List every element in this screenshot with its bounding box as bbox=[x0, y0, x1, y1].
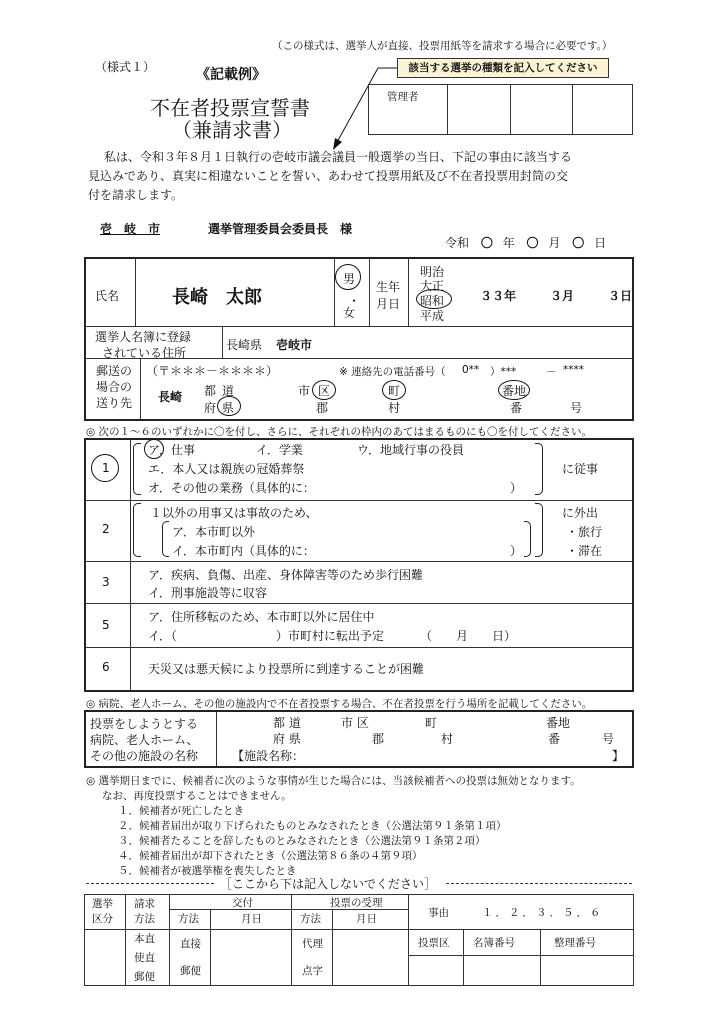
era-taisho: 大正 bbox=[420, 279, 445, 293]
facility-go: 号 bbox=[602, 732, 615, 746]
office-seiri: 整理番号 bbox=[554, 937, 596, 949]
notice-item-3: ３．候補者たることを辞したものとみなされたとき（公選法第９１条第２項） bbox=[118, 835, 486, 847]
intro-line-2: 見込みであり、真実に相違ないことを誓い、あわせて投票用紙及び不在者投票用封筒の交 bbox=[88, 169, 569, 183]
send-label-2: 場合の bbox=[96, 380, 133, 394]
reason-1-o: オ．その他の業務（具体的に： bbox=[148, 481, 315, 495]
showa-circle bbox=[416, 289, 452, 309]
gender-separator: ・ bbox=[348, 294, 361, 308]
send-go: 号 bbox=[570, 401, 583, 415]
office-senkyo-1: 選挙 bbox=[92, 898, 113, 910]
name-value: 長崎 太郎 bbox=[172, 287, 262, 308]
callout-box bbox=[397, 58, 609, 78]
reason-1-circle bbox=[91, 454, 119, 482]
date-day: 日 bbox=[594, 236, 607, 250]
phone-dash: － bbox=[546, 366, 557, 378]
reg-label-2: されている住所 bbox=[102, 346, 187, 360]
birth-label-1: 生年 bbox=[376, 280, 401, 294]
reason-1-bracket-left bbox=[133, 443, 141, 495]
notice-lead-2: なお、再度投票することはできません。 bbox=[102, 790, 292, 802]
reason-3-i: イ．刑事施設等に収容 bbox=[148, 586, 267, 600]
send-gun: 郡 bbox=[316, 401, 329, 415]
era-showa: 昭和 bbox=[420, 294, 445, 308]
intro-line-3: 付を請求します。 bbox=[88, 188, 184, 202]
office-kofu-tsukihi: 月日 bbox=[241, 913, 262, 925]
ken-circle bbox=[217, 396, 241, 416]
reason-2-num: 2 bbox=[102, 522, 110, 536]
date-year-circle: 〇 bbox=[480, 236, 493, 250]
phone-last: **** bbox=[563, 364, 584, 376]
facility-name-close: 】 bbox=[612, 749, 625, 763]
reason-1-bracket-right bbox=[535, 443, 543, 495]
divider-text: ［ここから下は記入しないでください］ bbox=[220, 877, 437, 891]
reason-5-i-mid: ）市町村に転出予定 bbox=[276, 629, 385, 643]
reason-2-bracket-inner-left bbox=[162, 521, 169, 557]
office-juri-tsukihi: 月日 bbox=[356, 913, 377, 925]
reason-1-a-circle bbox=[144, 439, 164, 459]
male-circle bbox=[335, 264, 361, 290]
office-tenji: 点字 bbox=[302, 965, 323, 977]
reg-pref: 長崎県 bbox=[226, 338, 263, 352]
office-juri-hoho: 方法 bbox=[300, 913, 321, 925]
facility-banchi: 番地 bbox=[546, 716, 571, 730]
office-kofu: 交付 bbox=[232, 897, 253, 909]
ku-circle bbox=[312, 380, 336, 400]
office-dairi: 代理 bbox=[302, 938, 323, 950]
reason-1-close: ） bbox=[510, 481, 523, 495]
reason-2-bracket-left bbox=[133, 503, 141, 557]
date-era: 令和 bbox=[445, 236, 470, 250]
facility-machi: 町 bbox=[425, 716, 438, 730]
notice-item-2: ２．候補者届出が取り下げられたものとみなされたとき（公選法第９１条第１項） bbox=[118, 820, 507, 832]
manager-label: 管理者 bbox=[387, 91, 419, 103]
reason-1-i: イ．学業 bbox=[256, 443, 303, 457]
facility-label-3: その他の施設の名称 bbox=[90, 749, 199, 763]
date-month-circle: 〇 bbox=[526, 236, 539, 250]
send-ken: 県 bbox=[222, 401, 235, 415]
gender-male: 男 bbox=[343, 272, 356, 286]
office-juri: 投票の受理 bbox=[330, 897, 383, 909]
reason-2-bracket-right bbox=[535, 503, 543, 557]
instruction-2: ◎ 病院、老人ホーム、その他の施設内で不在者投票する場合、不在者投票を行う場所を記載してください。 bbox=[86, 698, 593, 710]
reason-1-num: 1 bbox=[102, 461, 110, 475]
facility-mura: 村 bbox=[441, 732, 454, 746]
reason-2-lead: １以外の用事又は事故のため、 bbox=[150, 506, 318, 520]
example-label: 《記載例》 bbox=[196, 67, 266, 83]
birth-month: ３月 bbox=[550, 289, 575, 303]
phone-area: 0** bbox=[462, 364, 480, 376]
office-method-3: 郵便 bbox=[134, 971, 155, 983]
office-method-2: 使直 bbox=[134, 952, 155, 964]
reason-1-tail: に従事 bbox=[562, 462, 599, 476]
notice-item-4: ４．候補者届出が却下されたとき（公選法第８６条の４第９項） bbox=[118, 850, 423, 862]
reason-3-num: 3 bbox=[102, 575, 110, 589]
office-jiyu: 事由 bbox=[428, 907, 449, 919]
form-subtitle: （兼請求書） bbox=[172, 118, 292, 142]
notice-item-5: ５．候補者が被選挙権を喪失したとき bbox=[118, 865, 297, 877]
send-label-3: 送り先 bbox=[96, 396, 133, 410]
phone-label: ※ 連絡先の電話番号（ bbox=[339, 366, 446, 378]
reason-2-tail-2: ・旅行 bbox=[566, 525, 603, 539]
notice-item-1: １．候補者が死亡したとき bbox=[118, 805, 244, 817]
intro-line-1: 私は、令和３年８月１日執行の壱岐市議会議員一般選挙の当日、下記の事由に該当する bbox=[104, 150, 573, 164]
reg-label-1: 選挙人名簿に登録 bbox=[95, 330, 192, 344]
name-label: 氏名 bbox=[95, 289, 120, 303]
date-line bbox=[445, 234, 606, 251]
form-title: 不在者投票宣誓書 bbox=[150, 96, 310, 120]
reason-5-a: ア．住所移転のため、本市町以外に居住中 bbox=[148, 610, 375, 624]
divider-left bbox=[86, 883, 214, 884]
gender-female: 女 bbox=[343, 306, 356, 320]
instruction-1: ◎ 次の１～６のいずれかに〇を付し、さらに、それぞれの枠内のあてはまるものにも〇を付してください。 bbox=[86, 426, 592, 438]
send-machi: 町 bbox=[388, 384, 401, 398]
send-to: 都 bbox=[204, 384, 217, 398]
office-meibo: 名簿番号 bbox=[473, 937, 515, 949]
send-shi: 市 bbox=[298, 384, 311, 398]
top-note: （この様式は、選挙人が直接、投票用紙等を請求する場合に必要です。） bbox=[272, 40, 613, 52]
reason-6-text: 天災又は悪天候により投票所に到達することが困難 bbox=[148, 662, 425, 676]
office-kofu-hoho: 方法 bbox=[178, 913, 199, 925]
reason-2-tail-3: ・滞在 bbox=[566, 544, 603, 558]
addressee-title: 選挙管理委員会委員長 様 bbox=[208, 222, 353, 236]
facility-fuken: 府 県 bbox=[273, 732, 301, 746]
facility-gun: 郡 bbox=[372, 732, 385, 746]
facility-label-2: 病院、老人ホーム、 bbox=[90, 733, 199, 747]
reason-2-bracket-inner-right bbox=[524, 521, 531, 557]
office-seikyu-2: 方法 bbox=[134, 913, 155, 925]
office-jiyu-values: １．２．３．５．６ bbox=[482, 907, 604, 919]
office-method-1: 本直 bbox=[134, 933, 155, 945]
callout-text: 該当する選挙の種類を記入してください bbox=[408, 62, 598, 74]
reason-5-i-date: （ 月 日） bbox=[420, 629, 517, 643]
reason-2-a: ア．本市町以外 bbox=[172, 525, 256, 539]
send-ban: 番 bbox=[510, 401, 523, 415]
send-ku: 区 bbox=[318, 384, 331, 398]
office-seikyu-1: 請求 bbox=[134, 898, 155, 910]
banchi-circle bbox=[498, 380, 530, 400]
facility-to: 都 道 bbox=[273, 716, 301, 730]
phone-mid: ）*** bbox=[490, 366, 517, 378]
reason-2-tail-1: に外出 bbox=[562, 506, 599, 520]
facility-shiku: 市 区 bbox=[341, 716, 369, 730]
reason-5-num: 5 bbox=[102, 618, 110, 632]
send-label-1: 郵送の bbox=[96, 364, 133, 378]
divider-right bbox=[446, 883, 632, 884]
facility-name-label: 【施設名称： bbox=[232, 749, 305, 763]
birth-year: ３３年 bbox=[480, 289, 517, 303]
birth-label-2: 月日 bbox=[376, 297, 401, 311]
date-year: 年 bbox=[502, 236, 515, 250]
reason-2-close: ） bbox=[510, 544, 523, 558]
notice-lead: ◎ 選挙期日までに、候補者に次のような事情が生じた場合には、当該候補者への投票は無効となります。 bbox=[86, 775, 581, 787]
send-pref-value: 長崎 bbox=[158, 390, 183, 404]
birth-day: ３日 bbox=[608, 289, 633, 303]
send-fu: 府 bbox=[204, 401, 217, 415]
era-heisei: 平成 bbox=[420, 309, 445, 323]
reason-2-i: イ．本市町内（具体的に： bbox=[172, 544, 315, 558]
send-mura: 村 bbox=[388, 401, 401, 415]
date-day-circle: 〇 bbox=[572, 236, 585, 250]
send-do: 道 bbox=[222, 384, 235, 398]
reason-1-a: ア．仕事 bbox=[148, 443, 196, 457]
machi-circle bbox=[382, 380, 406, 400]
send-banchi: 番地 bbox=[502, 384, 527, 398]
office-chokusetsu: 直接 bbox=[180, 938, 201, 950]
form-number: （様式１） bbox=[95, 60, 156, 74]
reason-3-a: ア．疾病、負傷、出産、身体障害等のため歩行困難 bbox=[148, 568, 424, 582]
addressee-city: 壱 岐 市 bbox=[100, 222, 161, 236]
facility-label-1: 投票をしようとする bbox=[90, 717, 199, 731]
facility-ban: 番 bbox=[548, 732, 561, 746]
office-tohyoku: 投票区 bbox=[418, 937, 450, 949]
reason-1-u: ウ．地域行事の役員 bbox=[357, 443, 465, 457]
postal-code: （〒＊＊＊－＊＊＊＊） bbox=[146, 364, 279, 378]
office-yubin: 郵便 bbox=[180, 965, 201, 977]
office-senkyo-2: 区分 bbox=[92, 913, 113, 925]
reason-1-e: エ．本人又は親族の冠婚葬祭 bbox=[148, 462, 305, 476]
reason-6-num: 6 bbox=[102, 660, 110, 674]
reg-city: 壱岐市 bbox=[276, 338, 313, 352]
reason-5-i-pre: イ．（ bbox=[148, 629, 177, 643]
date-month: 月 bbox=[548, 236, 561, 250]
era-meiji: 明治 bbox=[420, 265, 445, 279]
manager-box bbox=[368, 84, 633, 135]
